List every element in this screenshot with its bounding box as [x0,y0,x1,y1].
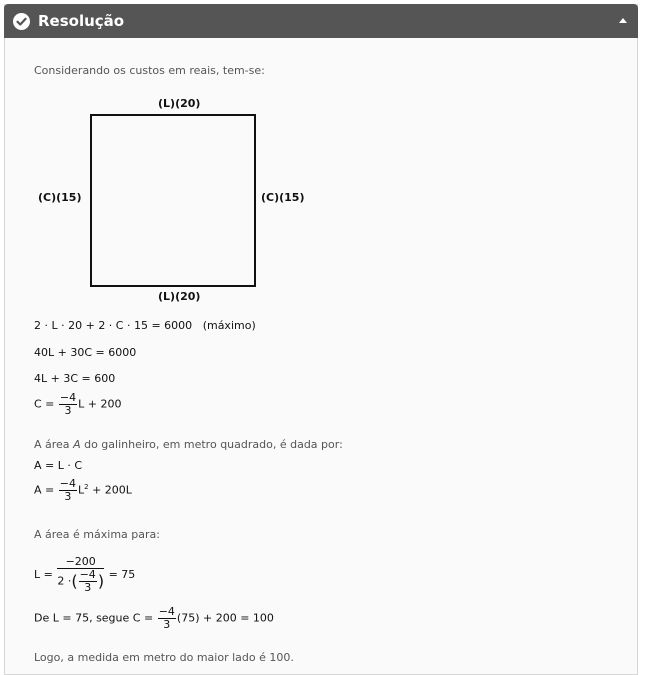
area-text: A área A do galinheiro, em metro quadrado, é dada por: [34,438,343,451]
panel-title: Resolução [38,12,125,30]
equation-8: De L = 75, segue C = $\frac{-4}{3}$ (75) + 200 = 100 [34,605,274,631]
check-circle-icon [13,13,30,30]
equation-3: 4L + 3C = 600 [34,372,116,385]
pen-square [90,114,256,287]
equation-4: C = $\frac{-4}{3}$ L + 200 [34,391,122,417]
equation-5: A = L · C [34,459,83,472]
equation-7: L = −200 2 ·( $\frac{-4}{3}$ ) = 75 [34,555,136,594]
diagram-label-top: (L)(20) [158,97,201,110]
diagram-label-right: (C)(15) [261,191,305,204]
max-text: A área é máxima para: [34,528,160,541]
equation-1-note: (máximo) [202,319,256,332]
equation-1: 2 · L · 20 + 2 · C · 15 = 6000 (máximo) [34,319,256,332]
diagram-label-left: (C)(15) [38,191,82,204]
resolution-header[interactable] [4,4,638,38]
conclusion-text: Logo, a medida em metro do maior lado é 100. [34,651,294,664]
equation-2: 40L + 30C = 6000 [34,346,137,359]
caret-up-icon[interactable] [619,18,627,23]
equation-6: A = $\frac{-4}{3}$ $L^2 + 200L$ [34,477,132,503]
intro-text: Considerando os custos em reais, tem-se: [34,64,265,77]
diagram-label-bottom: (L)(20) [158,290,201,303]
